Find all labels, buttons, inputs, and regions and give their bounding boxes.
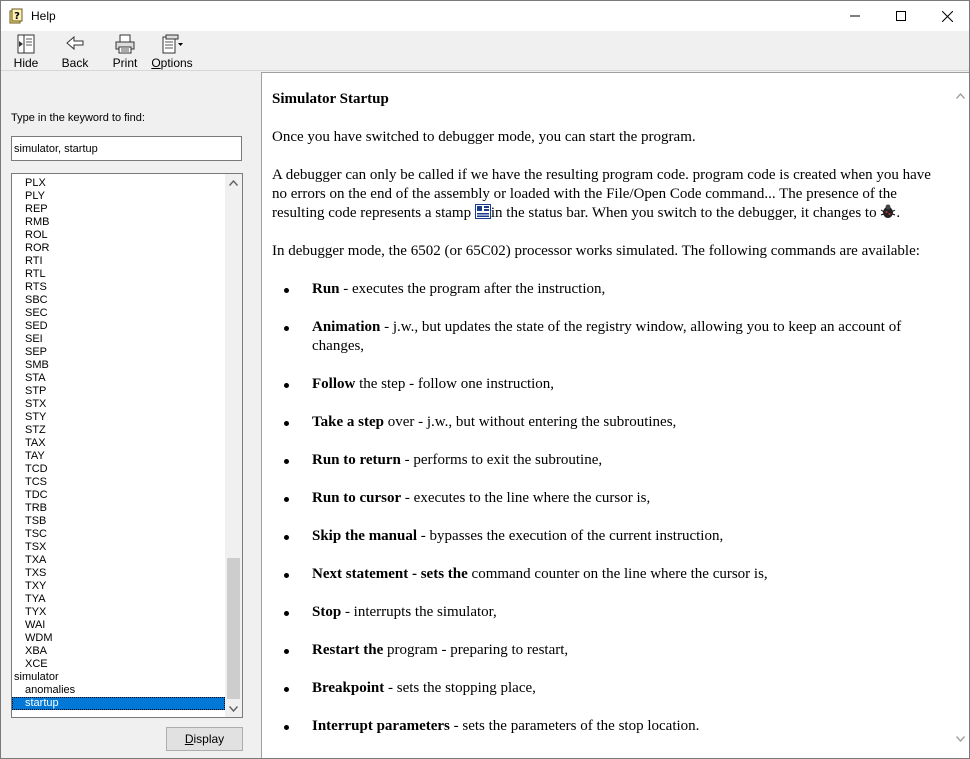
index-list-item[interactable] <box>12 385 225 398</box>
command-description: - sets the parameters of the stop location. <box>449 718 700 734</box>
command-name: Run <box>312 281 340 297</box>
intro-paragraph: Once you have switched to debugger mode, you can start the program. <box>272 129 696 145</box>
index-list-item[interactable] <box>12 437 225 450</box>
index-list-item-label: TAY <box>25 450 45 462</box>
command-description: command counter on the line where the cursor is, <box>467 566 768 582</box>
command-item <box>296 641 926 660</box>
code-stamp-icon <box>475 204 491 219</box>
chevron-up-icon <box>229 180 238 186</box>
index-list-item-label: SEI <box>25 333 43 345</box>
command-name: Stop <box>312 604 342 620</box>
index-list-item-label: RTL <box>25 268 46 280</box>
print-button[interactable] <box>109 33 141 71</box>
index-list-item[interactable] <box>12 307 225 320</box>
index-list-item[interactable] <box>12 203 225 216</box>
index-list-item-label: STP <box>25 385 47 397</box>
index-list-item-label: TXA <box>25 554 47 566</box>
index-list-item-label: simulator <box>14 671 59 683</box>
svg-text:?: ? <box>14 11 20 22</box>
command-text <box>296 641 926 660</box>
index-list-item-label: XBA <box>25 645 48 657</box>
index-list-item[interactable] <box>12 684 225 697</box>
title-bar <box>1 1 969 31</box>
index-list-item[interactable] <box>12 450 225 463</box>
index-list-item[interactable] <box>12 463 225 476</box>
bullet-dot <box>284 383 289 388</box>
bullet-dot <box>284 687 289 692</box>
command-item <box>296 565 926 584</box>
index-list-item-label: startup <box>25 697 59 709</box>
command-name: Follow <box>312 376 356 392</box>
command-item <box>296 489 926 508</box>
index-list-item[interactable] <box>12 242 225 255</box>
index-list-item[interactable] <box>12 515 225 528</box>
bullet-dot <box>284 459 289 464</box>
index-list-item[interactable] <box>12 528 225 541</box>
debugger-bug-icon <box>880 204 896 219</box>
command-name: Run to return <box>312 452 401 468</box>
command-text <box>296 603 926 622</box>
command-item <box>296 451 926 470</box>
command-name: Breakpoint <box>312 680 385 696</box>
index-list-item-label: RTS <box>25 281 47 293</box>
command-text <box>296 565 926 584</box>
index-list-item[interactable] <box>12 424 225 437</box>
index-list-item-label: PLY <box>25 190 45 202</box>
index-list-item-label: TXS <box>25 567 47 579</box>
close-icon <box>942 11 953 22</box>
index-list-item-label: TXY <box>25 580 47 592</box>
minimize-button[interactable] <box>832 1 878 31</box>
command-text <box>296 375 926 394</box>
index-list-item[interactable] <box>12 554 225 567</box>
command-name: Animation <box>312 319 381 335</box>
index-list-item-label: STY <box>25 411 47 423</box>
command-text <box>296 413 926 432</box>
index-list-item[interactable] <box>12 294 225 307</box>
index-list-item-label: TSB <box>25 515 47 527</box>
index-list-item[interactable] <box>12 229 225 242</box>
index-list-item[interactable] <box>12 697 225 710</box>
index-list-item[interactable] <box>12 177 225 190</box>
scroll-down-arrow[interactable] <box>225 700 242 717</box>
bullet-dot <box>284 497 289 502</box>
stamp-paragraph-text-a: A debugger can only be called if we have the resulting program code. program code is created when you have no errors on the end of the assembly or loaded with the File/Open Code command... The presence of the resulting code represents a stamp <box>272 167 931 221</box>
index-list-item-label: TCD <box>25 463 48 475</box>
maximize-icon <box>896 11 906 21</box>
index-list-item[interactable] <box>12 502 225 515</box>
index-list-item-label: PLX <box>25 177 46 189</box>
command-item <box>296 413 926 432</box>
mode-paragraph: In debugger mode, the 6502 (or 65C02) processor works simulated. The following commands are available: <box>272 243 920 259</box>
bullet-dot <box>284 288 289 293</box>
index-list-item[interactable] <box>12 359 225 372</box>
index-list-item-label: XCE <box>25 658 48 670</box>
keyword-input[interactable] <box>11 136 242 161</box>
command-description: the step - follow one instruction, <box>355 376 555 392</box>
index-list-item-label: ROR <box>25 242 50 254</box>
command-description: - executes the program after the instruction, <box>339 281 606 297</box>
minimize-icon <box>850 11 860 21</box>
chevron-down-icon <box>229 706 238 712</box>
command-item <box>296 527 926 546</box>
index-list-item-label: TSC <box>25 528 47 540</box>
command-name: Run to cursor <box>312 490 402 506</box>
index-list-item[interactable] <box>12 567 225 580</box>
bullet-dot <box>284 649 289 654</box>
command-description: - j.w., but updates the state of the registry window, allowing you to keep an account of changes, <box>312 319 902 354</box>
command-text <box>296 679 926 698</box>
command-name: Next statement - sets the <box>312 566 468 582</box>
index-list-item-label: SEC <box>25 307 48 319</box>
back-arrow-icon <box>63 33 87 55</box>
stamp-paragraph-text-c: . <box>896 205 901 221</box>
back-label: Back <box>61 56 89 70</box>
command-name: Skip the manual <box>312 528 418 544</box>
topic-scroll-up-arrow[interactable] <box>952 87 969 104</box>
index-list-item[interactable] <box>12 671 225 684</box>
index-list-item-label: TYA <box>25 593 46 605</box>
index-pane <box>1 72 257 759</box>
command-name: Interrupt parameters <box>312 718 450 734</box>
bullet-dot <box>284 611 289 616</box>
index-list-item[interactable] <box>12 658 225 671</box>
index-list-item-label: TYX <box>25 606 47 618</box>
command-description: - sets the stopping place, <box>384 680 536 696</box>
bullet-dot <box>284 573 289 578</box>
index-list-item-label: TAX <box>25 437 46 449</box>
index-list-item-label: STX <box>25 398 47 410</box>
help-book-icon <box>9 8 25 24</box>
index-list-item[interactable] <box>12 372 225 385</box>
display-button[interactable]: Display <box>166 727 243 751</box>
stamp-paragraph-text-b: in the status bar. When you switch to the debugger, it changes to <box>490 205 877 221</box>
index-list-item-label: SBC <box>25 294 48 306</box>
index-list-item-label: REP <box>25 203 48 215</box>
bullet-dot <box>284 725 289 730</box>
index-list-item[interactable] <box>12 190 225 203</box>
command-description: - performs to exit the subroutine, <box>400 452 603 468</box>
maximize-button[interactable] <box>878 1 924 31</box>
command-description: - executes to the line where the cursor is, <box>401 490 651 506</box>
options-icon <box>160 33 184 55</box>
command-item <box>296 679 926 698</box>
index-list-scrollbar[interactable] <box>225 174 242 717</box>
close-button[interactable] <box>924 1 970 31</box>
index-list-item[interactable] <box>12 255 225 268</box>
index-list-item[interactable] <box>12 606 225 619</box>
command-text <box>296 451 926 470</box>
command-name: Restart the <box>312 642 384 658</box>
command-text <box>296 489 926 508</box>
index-list-item[interactable] <box>12 593 225 606</box>
toolbar <box>1 31 969 71</box>
topic-title: Simulator Startup <box>272 91 389 107</box>
command-name: Take a step <box>312 414 384 430</box>
topic-scroll-down-arrow[interactable] <box>952 730 969 747</box>
keyword-label: Type in the keyword to find: <box>11 112 145 124</box>
index-list[interactable] <box>11 173 243 718</box>
index-list-item[interactable] <box>12 541 225 554</box>
index-list-items <box>12 174 225 717</box>
command-item <box>296 375 926 394</box>
command-text <box>296 527 926 546</box>
command-text <box>296 318 926 356</box>
index-list-item-label: TRB <box>25 502 47 514</box>
command-item <box>296 603 926 622</box>
index-list-item-label: SED <box>25 320 48 332</box>
index-list-item[interactable] <box>12 632 225 645</box>
command-text <box>296 280 926 299</box>
bullet-dot <box>284 326 289 331</box>
index-list-item[interactable] <box>12 619 225 632</box>
index-list-item[interactable] <box>12 411 225 424</box>
command-item <box>296 318 926 356</box>
topic-pane <box>261 72 969 759</box>
index-list-item[interactable] <box>12 476 225 489</box>
index-list-item[interactable] <box>12 268 225 281</box>
command-item <box>296 280 926 299</box>
back-button[interactable] <box>59 33 91 71</box>
index-list-item-label: anomalies <box>25 684 76 696</box>
bullet-dot <box>284 535 289 540</box>
command-text <box>296 717 926 736</box>
index-list-item[interactable] <box>12 398 225 411</box>
printer-icon <box>113 33 137 55</box>
index-list-item[interactable] <box>12 489 225 502</box>
index-list-item[interactable] <box>12 346 225 359</box>
bullet-dot <box>284 421 289 426</box>
index-list-item-label: WAI <box>25 619 46 631</box>
topic-scrollbar[interactable] <box>952 73 969 759</box>
window-title: Help <box>31 9 56 23</box>
index-list-item-label: SEP <box>25 346 48 358</box>
command-description: over - j.w., but without entering the subroutines, <box>383 414 677 430</box>
index-list-item-label: TDC <box>25 489 48 501</box>
index-list-item-label: RMB <box>25 216 50 228</box>
command-description: - interrupts the simulator, <box>341 604 497 620</box>
scroll-thumb[interactable] <box>227 558 240 699</box>
index-list-item-label: SMB <box>25 359 49 371</box>
index-list-item[interactable] <box>12 216 225 229</box>
command-description: program - preparing to restart, <box>383 642 569 658</box>
index-list-item-label: STZ <box>25 424 46 436</box>
index-list-item[interactable] <box>12 645 225 658</box>
index-list-item[interactable] <box>12 281 225 294</box>
chevron-up-icon <box>956 93 965 99</box>
options-button[interactable] <box>151 33 193 71</box>
hide-pane-icon <box>14 33 38 55</box>
stamp-paragraph <box>272 166 942 223</box>
hide-label: Hide <box>13 56 39 70</box>
chevron-down-icon <box>956 736 965 742</box>
index-list-item[interactable] <box>12 580 225 593</box>
index-list-item-label: WDM <box>25 632 53 644</box>
scroll-up-arrow[interactable] <box>225 174 242 191</box>
index-list-item-label: STA <box>25 372 46 384</box>
hide-button[interactable] <box>10 33 42 71</box>
index-list-item-label: TCS <box>25 476 47 488</box>
command-item <box>296 717 926 736</box>
index-list-item-label: RTI <box>25 255 43 267</box>
index-list-item[interactable] <box>12 333 225 346</box>
index-list-item-label: TSX <box>25 541 47 553</box>
print-label: Print <box>112 56 138 70</box>
index-list-item-label: ROL <box>25 229 48 241</box>
options-label: Options <box>151 56 193 70</box>
command-description: - bypasses the execution of the current instruction, <box>417 528 724 544</box>
index-list-item[interactable] <box>12 320 225 333</box>
